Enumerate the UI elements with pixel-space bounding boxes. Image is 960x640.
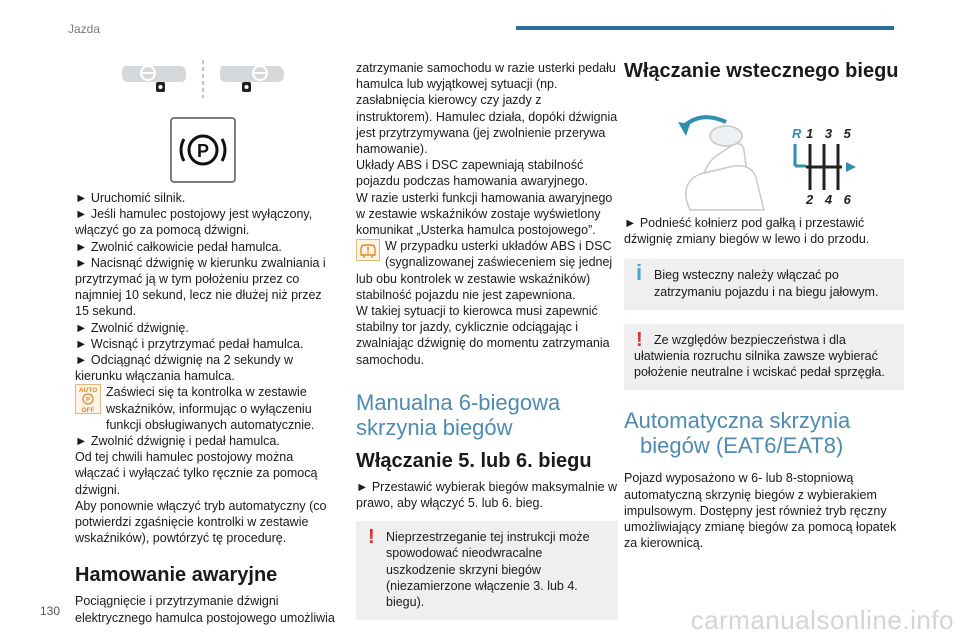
steering-wheel-left (122, 66, 186, 92)
section-title: Jazda (68, 22, 101, 36)
info-box-reverse (624, 259, 904, 309)
warning-icon: ! (368, 526, 375, 549)
steering-wheel-illustration (118, 54, 288, 100)
driver-stability-note: W takiej sytuacji to kierowca musi zapewnić stabilny tor jazdy, cyklicznie odciągając i zwalniając dźwignię do momentu zatrzymania samochodu. (356, 304, 610, 367)
emergency-continued: zatrzymanie samochodu w razie usterki pedału hamulca lub wyjątkowej sytuacji (np. zasłabnięcia kierowcy czy jazdy z instruktorem). Hamulec działa, dopóki dźwignia jest przytrzymywana (jej zwolnienie przerywa hamowanie). (356, 61, 618, 157)
reenable-auto-note: Aby ponownie włączyć tryb automatyczny (co potwierdzi zgaśnięcie kontrolki w zestawie wskaźników), powtórzyć tę procedurę. (75, 498, 327, 546)
warning-neutral-text: Ze względów bezpieczeństwa i dla ułatwienia rozruchu silnika zawsze wybierać położenie neutralne i wciskać pedał sprzęgła. (634, 332, 885, 380)
reverse-label: R (792, 126, 802, 141)
abs-fault-note (356, 238, 618, 303)
page-number: 130 (40, 604, 61, 618)
heading-emergency-braking: Hamowanie awaryjne (75, 564, 278, 587)
auto-off-icon (75, 384, 101, 414)
heading-manual-gearbox: Manualna 6-biegowa skrzynia biegów (356, 389, 561, 440)
heading-auto-line2: biegów (EAT6/EAT8) (640, 433, 844, 459)
header-accent-bar (516, 26, 894, 30)
column-middle (356, 60, 618, 626)
emergency-braking-text: Pociągnięcie i przytrzymanie dźwigni elektrycznego hamulca postojowego umożliwia (75, 594, 335, 625)
gear-bottom-labels: 2 4 6 (806, 192, 855, 207)
gear-top-labels: 1 3 5 (806, 126, 855, 141)
watermark: carmanualsonline.info (690, 605, 954, 635)
step-apply-brake: ► Jeśli hamulec postojowy jest wyłączony, włączyć go za pomocą dźwigni. (75, 207, 313, 238)
auto-gearbox-text: Pojazd wyposażono w 6- lub 8-stopniową automatyczną skrzynię biegów z wybierakiem impulsowym. Dostępny jest również tryb ręczny umożliwiający zmianę biegów za pomocą łopatek za kierownicą. (624, 471, 897, 551)
fault-message-note: W razie usterki funkcji hamowania awaryjnego w zestawie wskaźników zostaje wyświetlony komunikat „Usterka hamulca postojowego”. (356, 190, 613, 238)
heading-reverse-gear: Włączanie wstecznego biegu (624, 60, 899, 82)
engage-5-6-step: ► Przestawić wybierak biegów maksymalnie w prawo, aby włączyć 5. lub 6. bieg. (356, 479, 618, 511)
svg-text:OFF: OFF (81, 407, 95, 415)
service-warning-icon (356, 239, 380, 261)
step-pull-lever: ► Odciągnąć dźwignię na 2 sekundy w kierunku włączania hamulca. (75, 353, 294, 384)
info-icon: i (636, 260, 643, 286)
manual-only-note: Od tej chwili hamulec postojowy można włączać i wyłączać tylko ręcznie za pomocą dźwigni. (75, 450, 318, 497)
steering-wheel-right (220, 66, 284, 92)
abs-dsc-note: Układy ABS i DSC zapewniają stabilność pojazdu podczas hamowania awaryjnego. (356, 158, 589, 189)
column-left (75, 190, 337, 626)
auto-off-text: Zaświeci się ta kontrolka w zestawie wskaźników, informując o wyłączeniu funkcji obsługiwanych automatycznie. (106, 385, 315, 432)
info-reverse-text: Bieg wsteczny należy włączać po zatrzymaniu pojazdu i na biegu jałowym. (654, 268, 879, 299)
step-start-engine: ► Uruchomić silnik. (75, 191, 186, 205)
reverse-step: ► Podnieść kołnierz pod gałką i przestawić dźwignię zmiany biegów w lewo i do przodu. (624, 216, 870, 247)
step-release-pedal: ► Zwolnić całkowicie pedał hamulca. (75, 239, 282, 254)
parking-brake-icon (170, 117, 236, 183)
column-right (624, 60, 904, 551)
step-press-pedal: ► Wcisnąć i przytrzymać pedał hamulca. (75, 336, 304, 351)
step-release-both: ► Zwolnić dźwignię i pedał hamulca. (75, 434, 280, 449)
step-hold-lever: ► Nacisnąć dźwignię w kierunku zwalniania i przytrzymać ją w tym położeniu przez co najmniej 10 sekund, lecz nie dłużej niż przez 15 sekund. (75, 255, 326, 319)
svg-text:P: P (196, 141, 210, 161)
auto-off-note (75, 384, 337, 433)
heading-automatic-gearbox (624, 408, 904, 458)
warning-box-gearbox (356, 521, 618, 620)
heading-engage-5-6: Włączanie 5. lub 6. biegu (356, 449, 592, 472)
warning-box-neutral (624, 324, 904, 391)
abs-fault-text: W przypadku usterki układów ABS i DSC (sygnalizowanej zaświeceniem się jednej lub obu kontrolek w zestawie wskaźników) stabilność pojazdu nie jest zapewniona. (356, 239, 613, 302)
warning-icon: ! (636, 328, 643, 351)
svg-text:P: P (85, 397, 91, 404)
svg-text:AUTO: AUTO (78, 387, 98, 395)
step-release-lever: ► Zwolnić dźwignię. (75, 320, 189, 335)
warning-gearbox-text: Nieprzestrzeganie tej instrukcji może spowodować nieodwracalne uszkodzenie skrzyni biegów (niezamierzone włączenie 3. lub 4. biegu). (386, 530, 590, 610)
heading-auto-line1: Automatyczna skrzynia (624, 408, 851, 434)
